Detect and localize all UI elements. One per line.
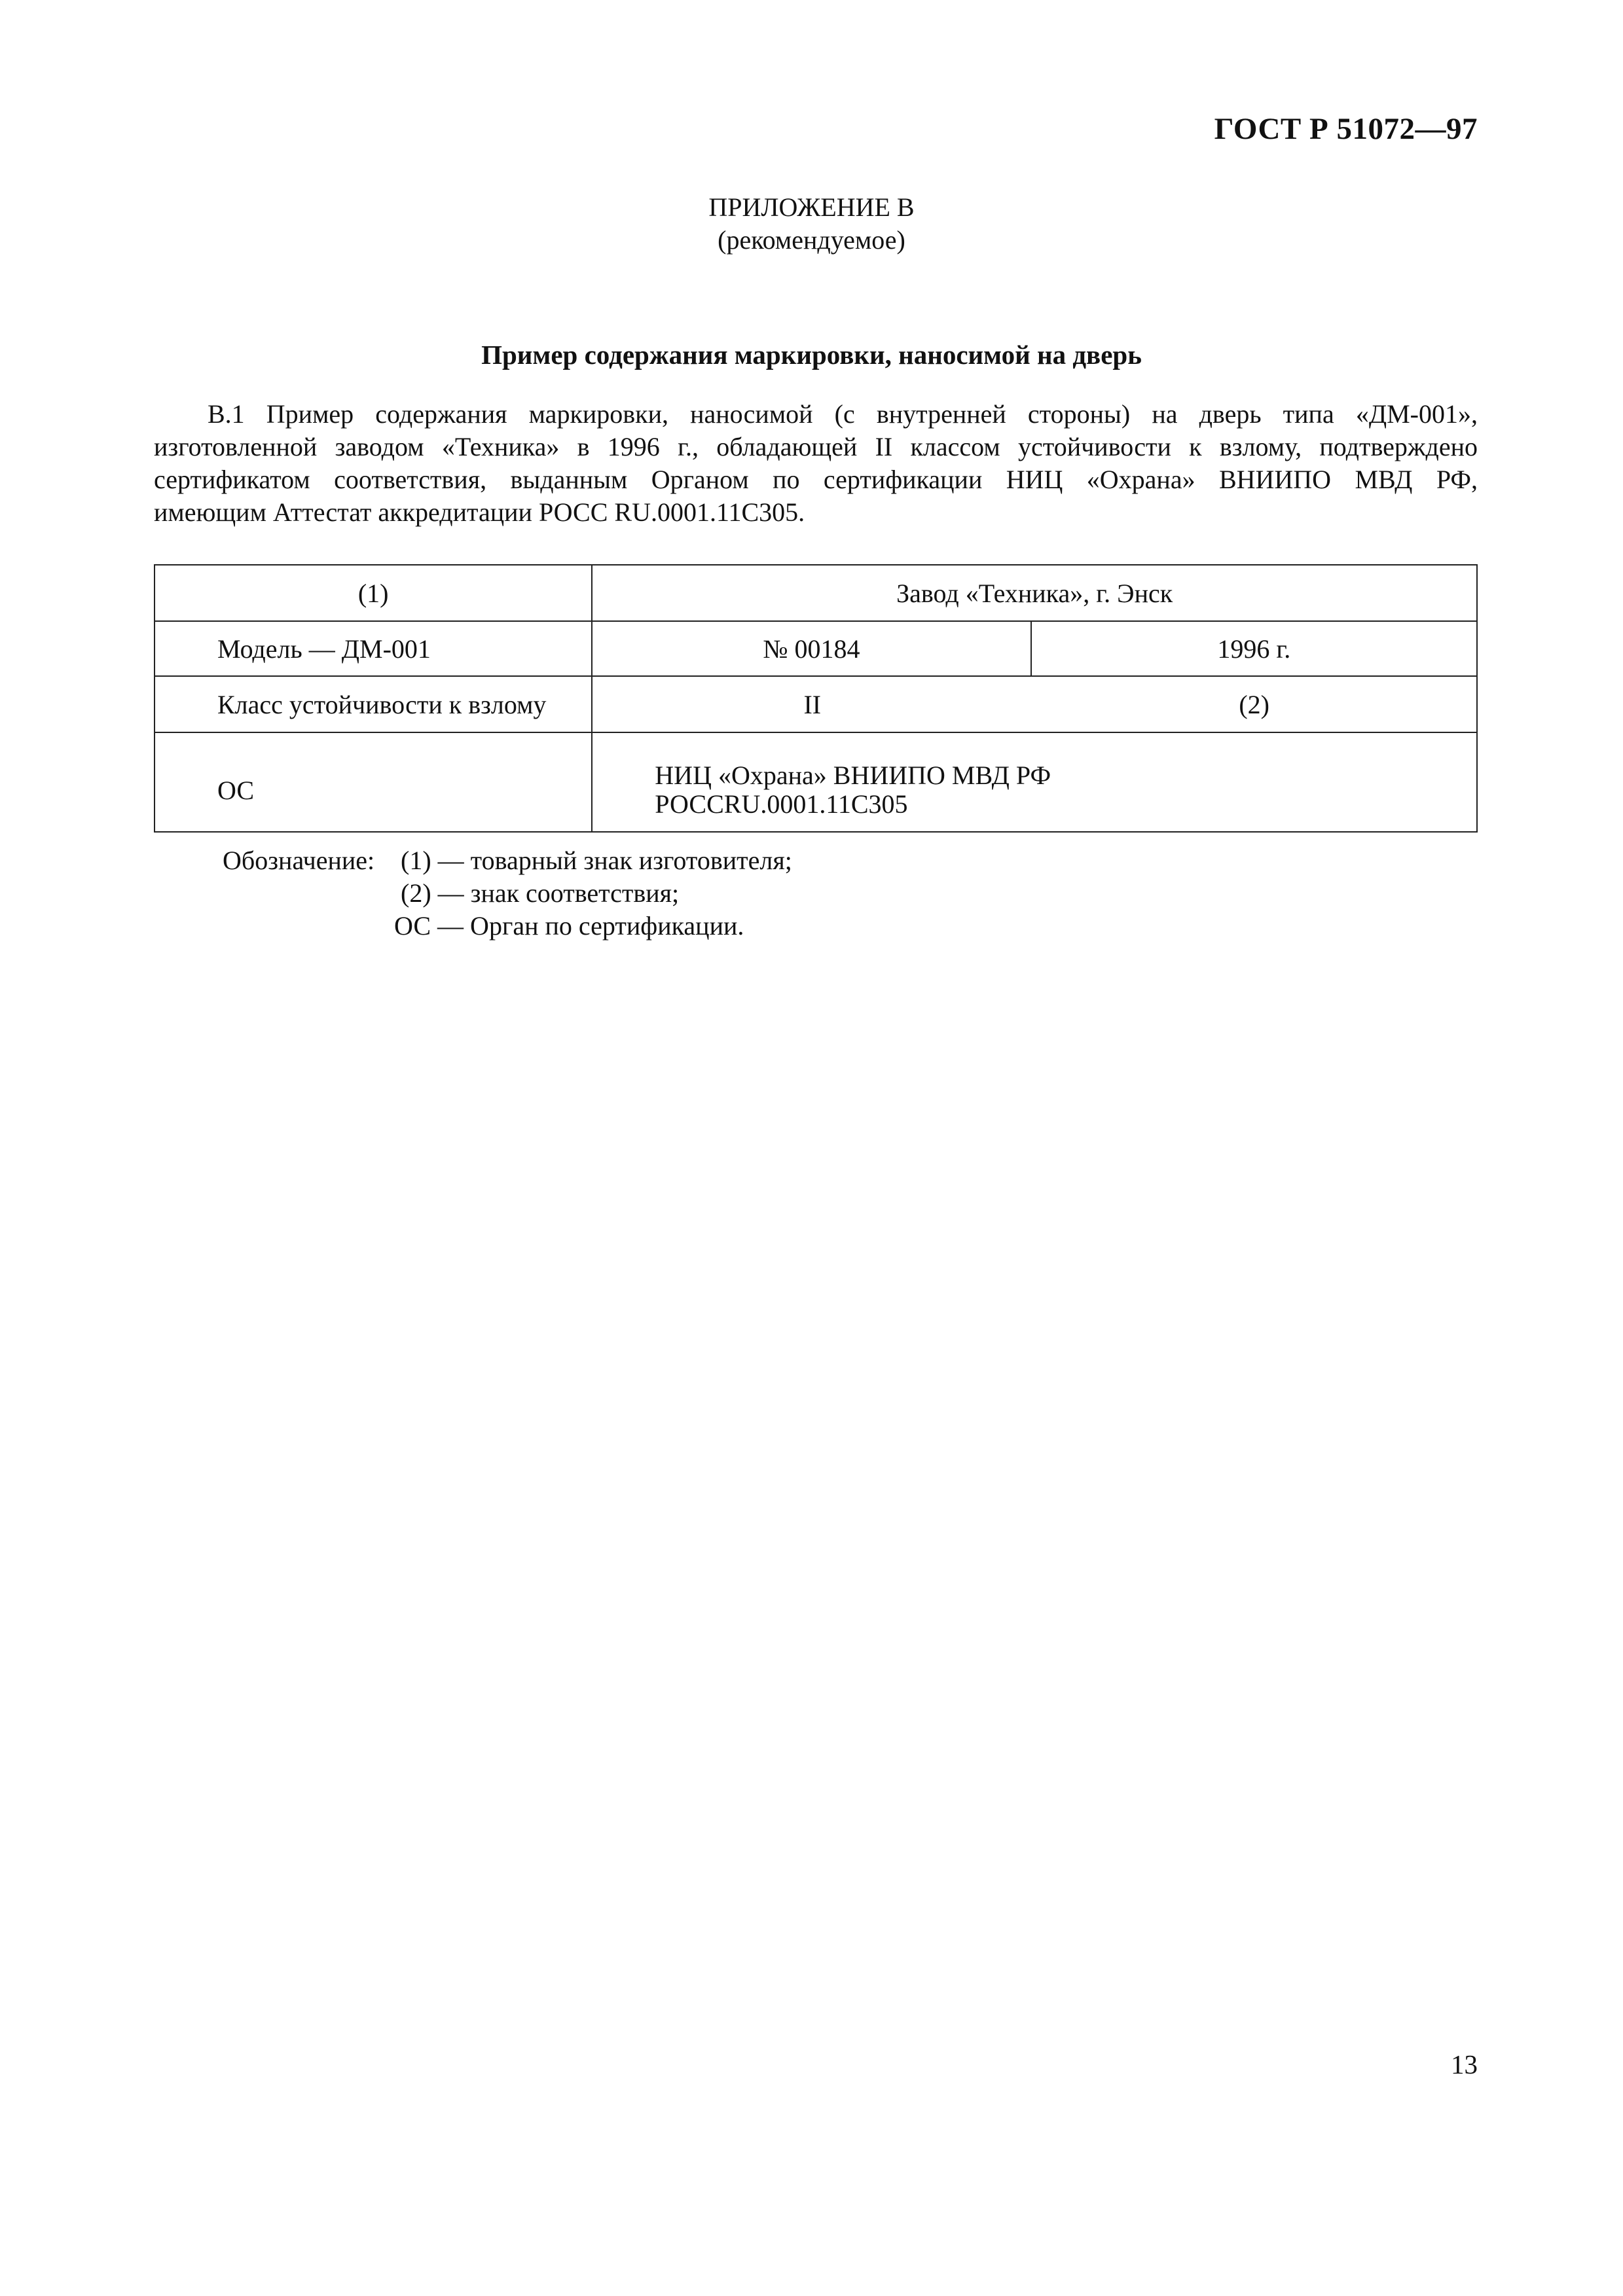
paragraph-line: изготовленной заводом «Техника» в 1996 г., обладающей II классом устойчивости к взлому, подтверждено <box>154 432 1478 461</box>
legend-notes <box>223 844 792 942</box>
table-cell-trademark: (1) <box>155 565 592 621</box>
table-cell-year: 1996 г. <box>1031 621 1477 676</box>
legend-row <box>223 844 792 877</box>
legend-label: Обозначение: <box>223 846 375 875</box>
standard-designation: ГОСТ Р 51072—97 <box>1214 112 1478 146</box>
conformity-mark: (2) <box>1239 689 1269 719</box>
body-paragraph <box>154 398 1478 529</box>
section-title: Пример содержания маркировки, наносимой на дверь <box>481 340 1142 370</box>
table-cell-class-merged <box>592 676 1477 732</box>
table-row <box>155 565 1477 621</box>
table-cell-os: ОС <box>155 732 592 832</box>
table-cell-manufacturer: Завод «Техника», г. Энск <box>592 565 1477 621</box>
table-cell-certification-body <box>592 732 1477 832</box>
paragraph-line: В.1 Пример содержания маркировки, наносимой (с внутренней стороны) на дверь типа «ДМ-001», <box>208 399 1478 429</box>
accreditation-number: РОССRU.0001.11С305 <box>655 789 908 819</box>
table-cell-class-label: Класс устойчивости к взлому <box>155 676 592 732</box>
paragraph-line: имеющим Аттестат аккредитации РОСС RU.0001.11С305. <box>154 497 805 527</box>
table-cell-model: Модель — ДМ-001 <box>155 621 592 676</box>
marking-table <box>154 564 1478 833</box>
legend-row <box>223 877 792 910</box>
legend-item: (2) — знак соответствия; <box>401 878 680 908</box>
legend-row <box>223 910 792 942</box>
page-number: 13 <box>1451 2049 1478 2079</box>
legend-item: ОС — Орган по сертификации. <box>394 911 744 941</box>
certification-body-name: НИЦ «Охрана» ВНИИПО МВД РФ <box>655 761 1051 790</box>
paragraph-line: сертификатом соответствия, выданным Органом по сертификации НИЦ «Охрана» ВНИИПО МВД РФ, <box>154 465 1478 494</box>
table-row <box>155 621 1477 676</box>
class-value: II <box>803 689 822 719</box>
appendix-heading <box>0 191 1623 257</box>
appendix-subtitle: (рекомендуемое) <box>718 225 905 255</box>
legend-spacer <box>223 910 394 942</box>
appendix-title: ПРИЛОЖЕНИЕ В <box>708 192 915 222</box>
legend-item: (1) — товарный знак изготовителя; <box>401 846 792 875</box>
table-row <box>155 732 1477 832</box>
table-cell-serial: № 00184 <box>592 621 1030 676</box>
legend-spacer <box>223 877 401 910</box>
table-row <box>155 676 1477 732</box>
